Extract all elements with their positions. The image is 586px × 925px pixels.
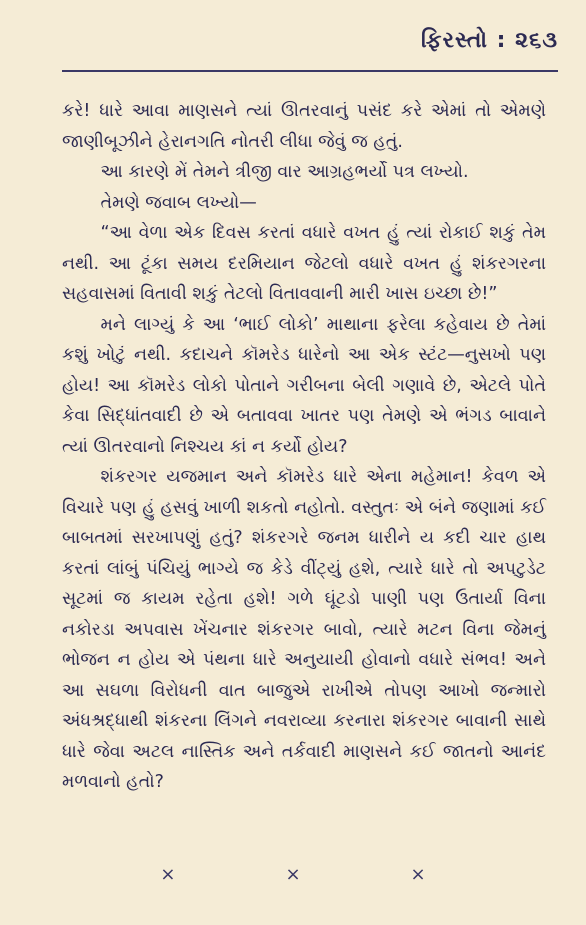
- paragraph-contrast: શંકરગર યજમાન અને કૉમરેડ ધારે એના મહેમાન! કેવળ એ વિચારે પણ હું હસવું ખાળી શકતો નહોતો. વસ્તુતઃ એ બંને જણામાં કઈ બાબતમાં સરખાપણું હતું? શંકરગરે જનમ ધારીને ય કદી ચાર હાથ કરતાં લાંબું પંચિયું ભાગ્યે જ કેડે વીંટ્યું હશે, ત્યારે ધારે તો અપટુડેટ સૂટમાં જ કાયમ રહેતા હશે! ગળે ઘૂંટડો પાણી પણ ઉતાર્યા વિના નકોરડા અપવાસ ખેંચનાર શંકરગર બાવો, ત્યારે મટન વિના જેમનું ભોજન ન હોય એ પંથના ધારે અનુયાયી હોવાનો વધારે સંભવ! અને આ સઘળા વિરોધની વાત બાજુએ રાખીએ તોપણ આખો જન્મારો અંધશ્રદ્ધાથી શંકરના લિંગને નવરાવ્યા કરનારા શંકરગર બાવાની સાથે ધારે જેવા અટલ નાસ્તિક અને તર્કવાદી માણસને કઈ જાતનો આનંદ મળવાનો હતો?: [62, 467, 546, 792]
- paragraph-comrade: મને લાગ્યું કે આ ‘ભાઈ લોકો’ માથાના ફરેલા કહેવાય છે તેમાં કશું ખોટું નથી. કદાચને કૉમરેડ ધારેનો આ એક સ્ટંટ—નુસખો પણ હોય! આ કૉમરેડ લોકો પોતાને ગરીબના બેલી ગણાવે છે, એટલે પોતે કેવા સિદ્ધાંતવાદી છે એ બતાવવા ખાતર પણ તેમણે એ ભંગડ બાવાને ત્યાં ઊતરવાનો નિશ્ચય કાં ન કર્યો હોય?: [62, 314, 546, 457]
- section-break-mark: ×: [160, 864, 176, 885]
- section-break: [0, 864, 586, 885]
- section-break-mark: ×: [285, 864, 301, 885]
- paragraph-letter-note: આ કારણે મેં તેમને ત્રીજી વાર આગ્રહભર્યો પત્ર લખ્યો.: [100, 162, 469, 182]
- paragraph-quote: “આ વેળા એક દિવસ કરતાં વધારે વખત હું ત્યાં રોકાઈ શકું તેમ નથી. આ ટૂંકા સમય દરમિયાન જેટલો વધારે વખત હું શંકરગરના સહવાસમાં વિતાવી શકું તેટલો વિતાવવાની મારી ખાસ ઇચ્છા છે!”: [62, 223, 546, 304]
- paragraph-reply-intro: તેમણે જવાબ લખ્યો—: [100, 192, 257, 213]
- body-text: [62, 96, 546, 798]
- section-break-mark: ×: [410, 864, 426, 885]
- paragraph-continuation: કરે! ધારે આવા માણસને ત્યાં ઊતરવાનું પસંદ કરે એમાં તો એમણે જાણીબૂઝીને હેરાનગતિ નોતરી લીધા જેવું જ હતું.: [62, 101, 546, 152]
- running-header: ફિરસ્તો : ૨૬૩: [420, 28, 558, 53]
- header-rule: [62, 70, 558, 72]
